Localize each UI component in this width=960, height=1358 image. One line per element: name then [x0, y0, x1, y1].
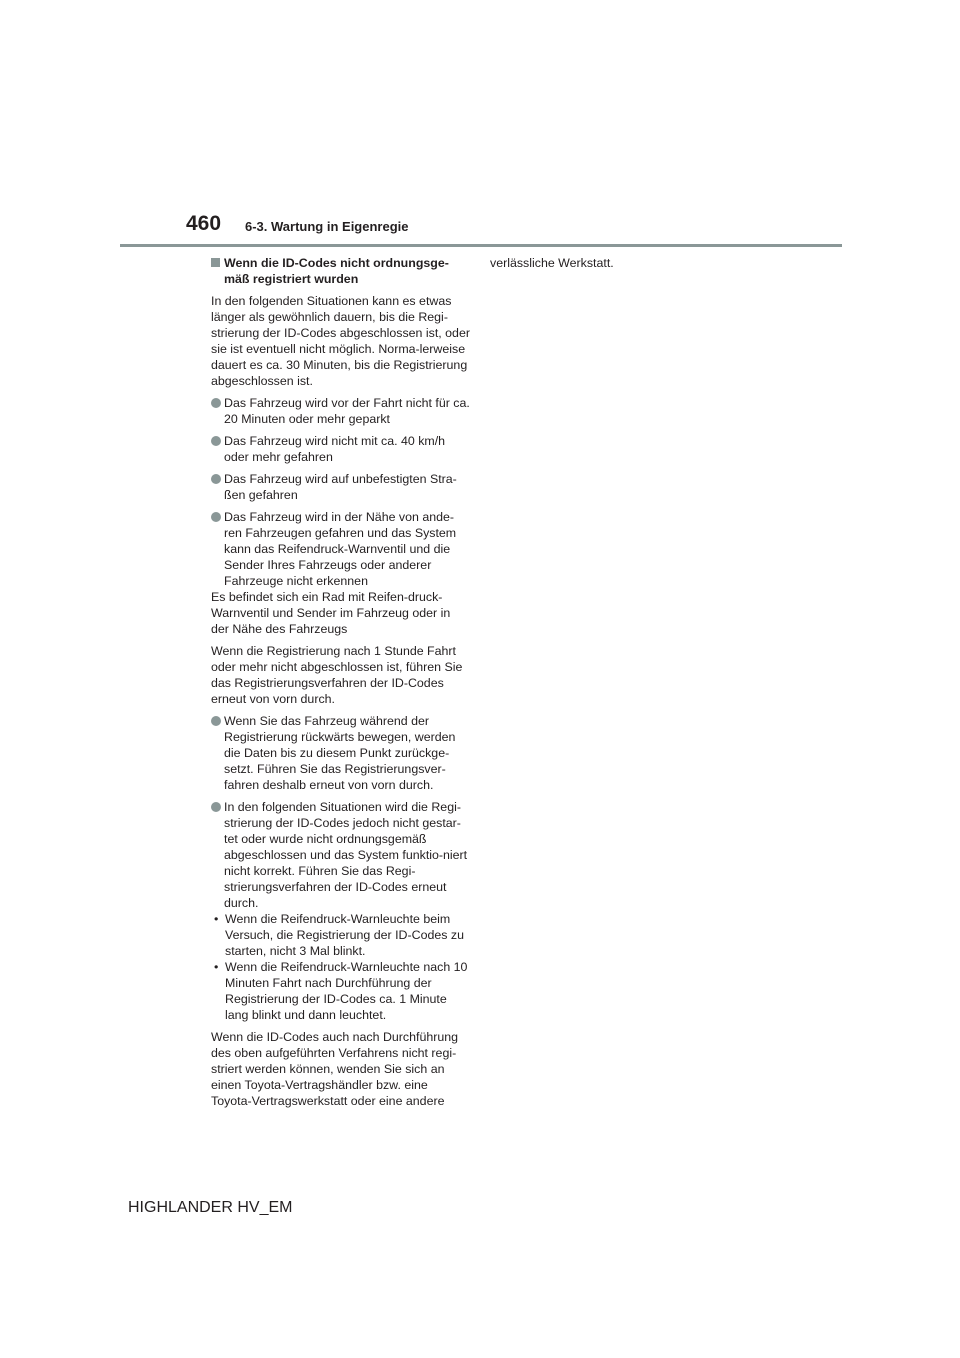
circle-bullet-icon — [211, 436, 221, 446]
footer-model: HIGHLANDER HV_EM — [128, 1199, 293, 1216]
paragraph-continued: verlässliche Werkstatt. — [490, 256, 614, 270]
heading-line-1: Wenn die ID-Codes nicht ordnungsge- — [224, 256, 449, 270]
list-item: Wenn Sie das Fahrzeug während der Registrierung rückwärts bewegen, werden die Daten bis zu diesem Punkt zurückge-setzt. Führen Sie das Registrierungsver-fahren deshalb erneut von vorn durch. — [211, 713, 471, 793]
circle-bullet-icon — [211, 474, 221, 484]
circle-bullet-icon — [211, 512, 221, 522]
list-item: In den folgenden Situationen wird die Regi-strierung der ID-Codes jedoch nicht gestar-tet oder wurde nicht ordnungsgemäß abgeschlossen und das System funktio-niert nicht korrekt. Führen Sie das Regi-strierungsverfahren der ID-Codes erneut durch. — [211, 799, 471, 911]
paragraph-wheel: Es befindet sich ein Rad mit Reifen-druck-Warnventil und Sender im Fahrzeug oder in der Nähe des Fahrzeugs — [211, 590, 451, 636]
page-number: 460 — [186, 212, 222, 235]
list-item: Das Fahrzeug wird auf unbefestigten Stra-ßen gefahren — [211, 471, 471, 503]
sub-list-item: • Wenn die Reifendruck-Warnleuchte beim Versuch, die Registrierung der ID-Codes zu starten, nicht 3 Mal blinkt. — [214, 912, 464, 958]
circle-bullet-icon — [211, 398, 221, 408]
section-title: 6-3. Wartung in Eigenregie — [245, 219, 409, 234]
circle-bullet-icon — [211, 802, 221, 812]
small-dot-icon: • — [214, 912, 219, 926]
right-column — [490, 255, 750, 271]
paragraph-contact: Wenn die ID-Codes auch nach Durchführung des oben aufgeführten Verfahrens nicht regi-striert werden können, wenden Sie sich an einen Toyota-Vertragshändler bzw. eine Toyota-Vertragswerkstatt oder eine andere — [211, 1030, 459, 1108]
header-rule — [120, 244, 842, 247]
paragraph-restart: Wenn die Registrierung nach 1 Stunde Fahrt oder mehr nicht abgeschlossen ist, führen Sie das Registrierungsverfahren der ID-Codes erneut von vorn durch. — [211, 644, 463, 706]
square-bullet-icon — [211, 258, 220, 267]
small-dot-icon: • — [214, 960, 219, 974]
list-item: Das Fahrzeug wird vor der Fahrt nicht für ca. 20 Minuten oder mehr geparkt — [211, 395, 471, 427]
sub-list-item: • Wenn die Reifendruck-Warnleuchte nach 10 Minuten Fahrt nach Durchführung der Registrierung der ID-Codes ca. 1 Minute lang blinkt und dann leuchtet. — [214, 960, 468, 1022]
intro-paragraph: In den folgenden Situationen kann es etwas länger als gewöhnlich dauern, bis die Regi-strierung der ID-Codes abgeschlossen ist, oder sie ist eventuell nicht möglich. Norma-lerweise dauert es ca. 30 Minuten, bis die Registrierung abgeschlossen ist. — [211, 294, 470, 388]
section-heading — [211, 255, 471, 287]
left-column — [211, 255, 471, 1109]
circle-bullet-icon — [211, 716, 221, 726]
heading-line-2: mäß registriert wurden — [224, 272, 359, 286]
list-item: Das Fahrzeug wird in der Nähe von ande-ren Fahrzeugen gefahren und das System kann das Reifendruck-Warnventil und die Sender Ihres Fahrzeugs oder anderer Fahrzeuge nicht erkennen — [211, 509, 471, 589]
list-item: Das Fahrzeug wird nicht mit ca. 40 km/h oder mehr gefahren — [211, 433, 471, 465]
